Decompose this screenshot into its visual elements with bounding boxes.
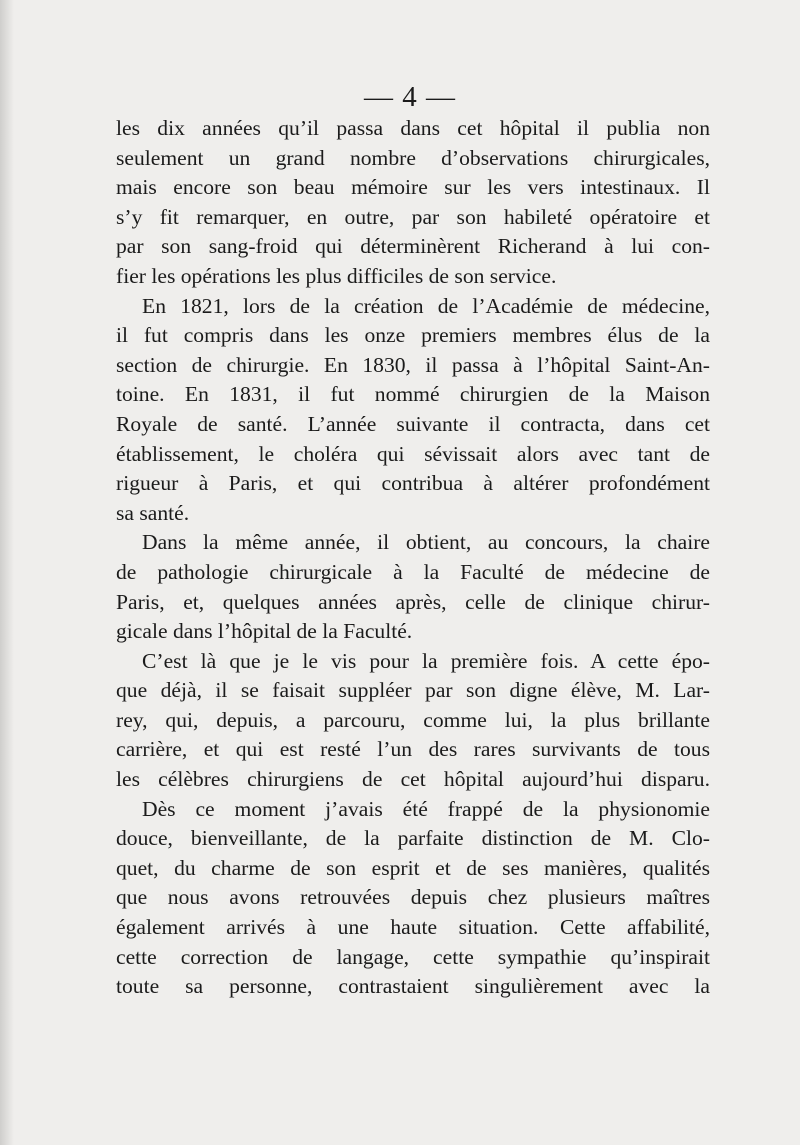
text-line: fier les opérations les plus difficiles de son service.: [116, 263, 557, 288]
text-line: les dix années qu’il passa dans cet hôpital il publia non: [116, 116, 710, 140]
text-line: rey, qui, depuis, a parcouru, comme lui, la plus brillante: [116, 707, 710, 732]
text-line: carrière, et qui est resté l’un des rares survivants de tous: [116, 737, 710, 762]
text-line: il fut compris dans les onze premiers membres élus de la: [116, 323, 710, 348]
text-line: Dès ce moment j’avais été frappé de la physionomie: [142, 796, 710, 821]
text-line: gicale dans l’hôpital de la Faculté.: [116, 619, 413, 644]
text-line: que déjà, il se faisait suppléer par son digne élève, M. Lar-: [116, 678, 710, 703]
text-line: douce, bienveillante, de la parfaite distinction de M. Clo-: [116, 826, 710, 851]
text-line: sa santé.: [116, 500, 190, 525]
text-line: mais encore son beau mémoire sur les vers intestinaux. Il: [116, 175, 710, 200]
text-line: Royale de santé. L’année suivante il contracta, dans cet: [116, 411, 710, 436]
text-line: établissement, le choléra qui sévissait alors avec tant de: [116, 441, 710, 466]
text-line: les célèbres chirurgiens de cet hôpital aujourd’hui disparu.: [116, 767, 710, 792]
text-line: quet, du charme de son esprit et de ses manières, qualités: [116, 855, 710, 880]
page-edge-shadow: [0, 0, 14, 1145]
text-line: cette correction de langage, cette sympathie qu’inspirait: [116, 944, 710, 969]
text-line: Paris, et, quelques années après, celle de clinique chirur-: [116, 589, 710, 614]
text-line: rigueur à Paris, et qui contribua à altérer profondément: [116, 471, 710, 496]
text-line: s’y fit remarquer, en outre, par son habileté opératoire et: [116, 204, 710, 229]
text-line: seulement un grand nombre d’observations chirurgicales,: [116, 145, 710, 170]
text-line: C’est là que je le vis pour la première fois. A cette épo-: [142, 648, 710, 673]
text-line: de pathologie chirurgicale à la Faculté de médecine de: [116, 559, 710, 584]
text-line: que nous avons retrouvées depuis chez plusieurs maîtres: [116, 885, 710, 910]
text-line: par son sang-froid qui déterminèrent Richerand à lui con-: [116, 234, 710, 259]
text-line: toine. En 1831, il fut nommé chirurgien de la Maison: [116, 382, 710, 407]
text-line: En 1821, lors de la création de l’Académie de médecine,: [142, 293, 710, 318]
text-line: Dans la même année, il obtient, au concours, la chaire: [142, 530, 710, 555]
text-line: section de chirurgie. En 1830, il passa à l’hôpital Saint-An-: [116, 352, 710, 377]
body-text: [116, 114, 710, 1002]
text-line: toute sa personne, contrastaient singulièrement avec la: [116, 974, 710, 999]
text-line: également arrivés à une haute situation. Cette affabilité,: [116, 915, 710, 940]
page-number: — 4 —: [364, 81, 456, 113]
